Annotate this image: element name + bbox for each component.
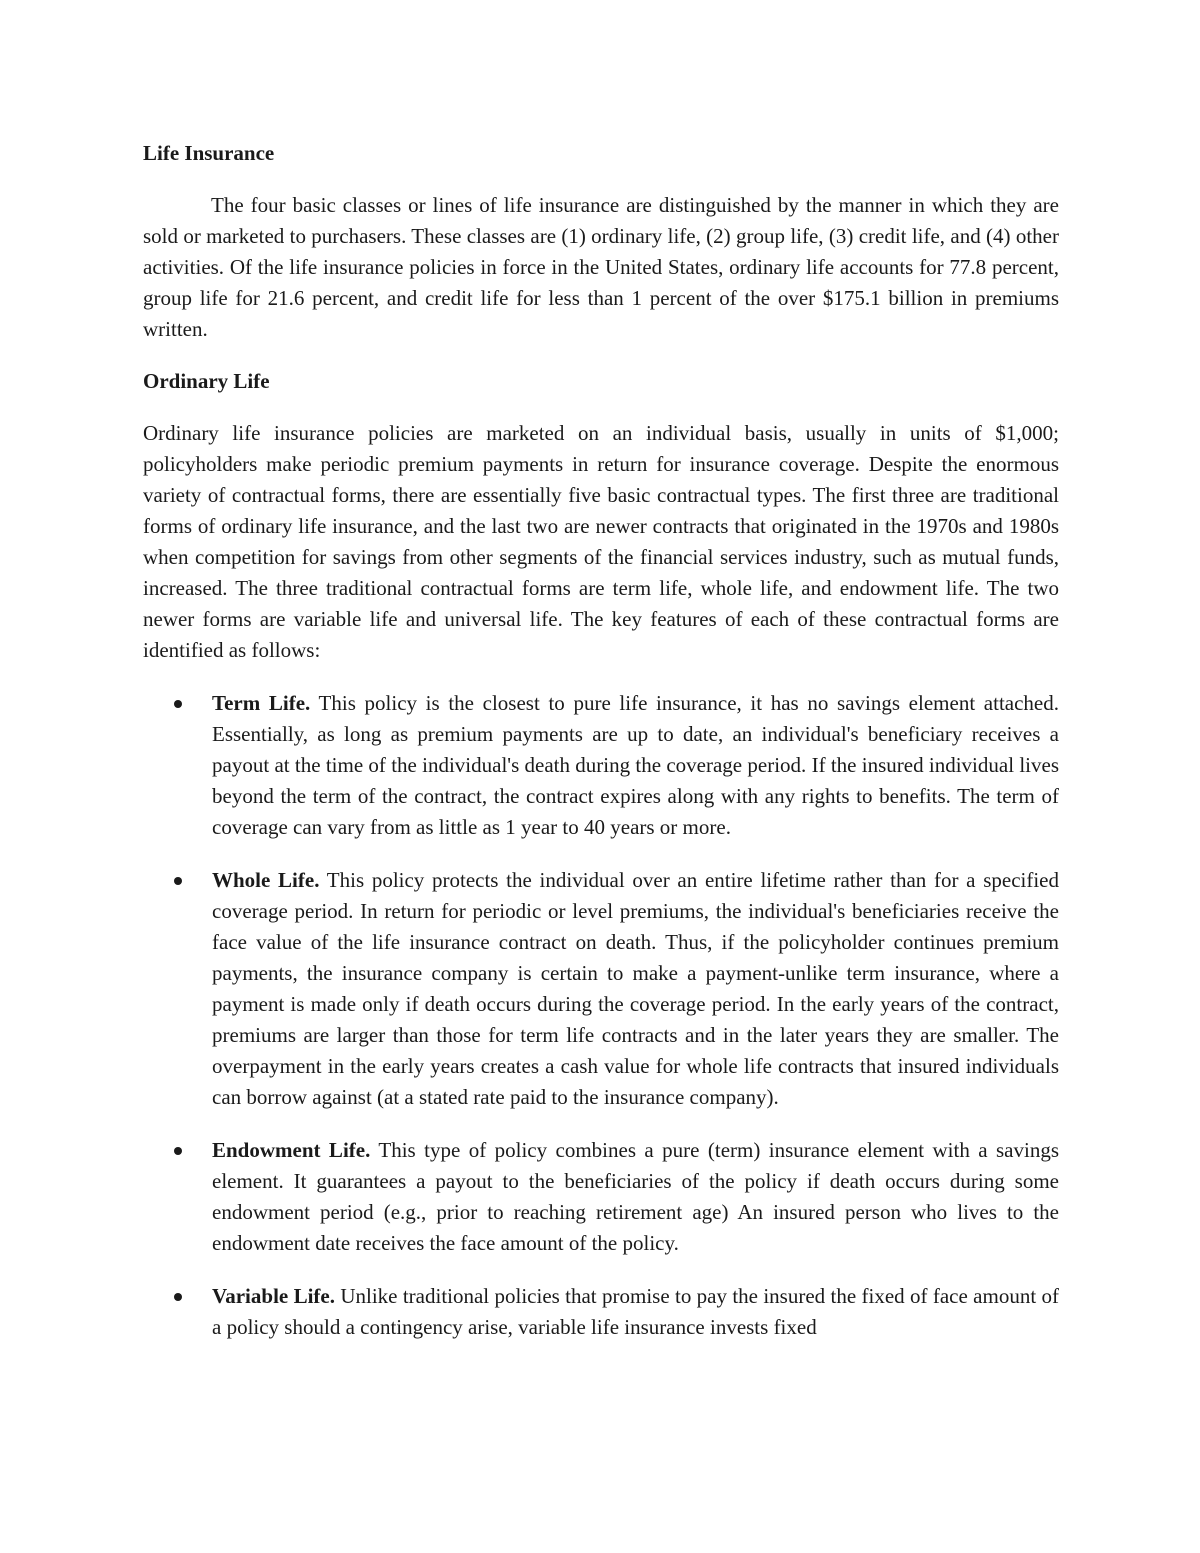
list-item [143,688,1059,843]
list-item-text: Unlike traditional policies that promise to pay the insured the fixed of face amount of a policy should a contingency arise, variable life insurance invests fixed [212,1284,1059,1339]
list-item-text: This policy is the closest to pure life insurance, it has no savings element attached. Essentially, as long as premium payments are up to date, an individual's beneficiary receives a payout at the time of the individual's death during the coverage period. If the insured individual lives beyond the term of the contract, the contract expires along with any rights to benefits. The term of coverage can vary from as little as 1 year to 40 years or more. [212,691,1060,839]
intro-paragraph: The four basic classes or lines of life insurance are distinguished by the manner in which they are sold or marketed to purchasers. These classes are (1) ordinary life, (2) group life, (3) credit life, and (4) other activities. Of the life insurance policies in force in the United States, ordinary life accounts for 77.8 percent, group life for 21.6 percent, and credit life for less than 1 percent of the over $175.1 billion in premiums written. [143,193,1059,341]
bullet-icon [174,1147,182,1155]
section-paragraph: Ordinary life insurance policies are marketed on an individual basis, usually in units of $1,000; policyholders make periodic premium payments in return for insurance coverage. Despite the enormous variety of contractual forms, there are essentially five basic contractual types. The first three are traditional forms of ordinary life insurance, and the last two are newer contracts that originated in the 1970s and 1980s when competition for savings from other segments of the financial services industry, such as mutual funds, increased. The three traditional contractual forms are term life, whole life, and endowment life. The two newer forms are variable life and universal life. The key features of each of these contractual forms are identified as follows: [143,421,1059,662]
bullet-icon [174,700,182,708]
list-item [143,1281,1059,1343]
document-title: Life Insurance [143,141,275,165]
section-heading: Ordinary Life [143,369,270,393]
contract-types-list [143,688,1059,1343]
bullet-icon [174,877,182,885]
list-item-text: This policy protects the individual over an entire lifetime rather than for a specified coverage period. In return for periodic or level premiums, the individual's beneficiaries receive the face value of the life insurance contract on death. Thus, if the policyholder continues premium payments, the insurance company is certain to make a payment-unlike term insurance, where a payment is made only if death occurs during the coverage period. In the early years of the contract, premiums are larger than those for term life contracts and in the later years they are smaller. The overpayment in the early years creates a cash value for whole life contracts that insured individuals can borrow against (at a stated rate paid to the insurance company). [212,868,1059,1109]
list-item-term: Whole Life. [212,868,320,892]
list-item-term: Endowment Life. [212,1138,371,1162]
list-item-term: Term Life. [212,691,311,715]
list-item-text: This type of policy combines a pure (term) insurance element with a savings element. It guarantees a payout to the beneficiaries of the policy if death occurs during some endowment period (e.g., prior to reaching retirement age) An insured person who lives to the endowment date receives the face amount of the policy. [212,1138,1059,1255]
bullet-icon [174,1293,182,1301]
list-item [143,865,1059,1113]
list-item [143,1135,1059,1259]
list-item-term: Variable Life. [212,1284,335,1308]
document-page [143,138,1059,1365]
